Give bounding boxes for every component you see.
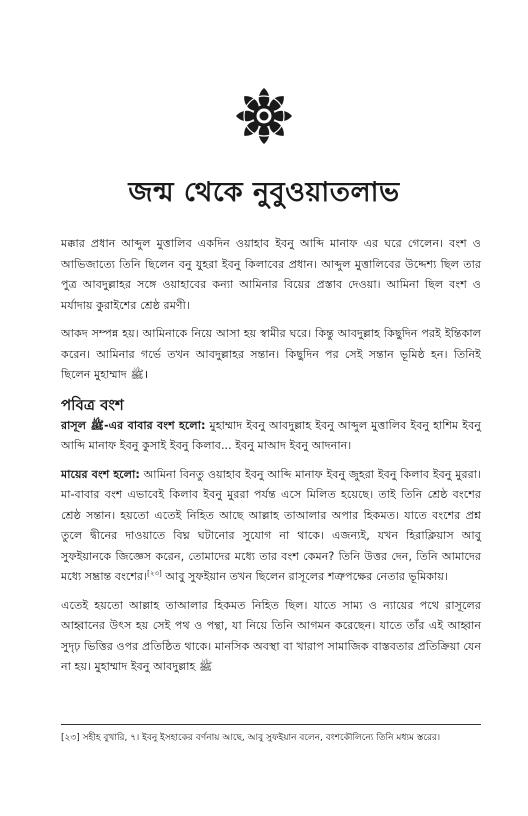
paragraph-3 [61, 416, 481, 457]
footnote-reference[interactable]: [২৩] [147, 569, 162, 578]
paragraph-4 [61, 465, 481, 588]
floral-rosette-icon [234, 86, 294, 146]
paragraph-5: এতেই হয়তো আল্লাহ তাআলার হিকমত নিহিত ছিল। যাতে সাম্য ও ন্যায়ের পথে রাসূলের আহ্বানের উৎস হয় সেই পথ ও পন্থা, যা নিয়ে তিনি আগমন করেছেন। যাতে তাঁর এই আহ্বান সুদৃঢ় ভিত্তির ওপর প্রতিষ্ঠিত থাকে। মানসিক অবস্থা বা খারাপ সামাজিক বাস্তবতার প্রতিক্রিয়া যেন না হয়। মুহাম্মাদ ইবনু আবদুল্লাহ ﷺ [61, 598, 481, 673]
paragraph-1: মক্কার প্রধান আব্দুল মুত্তালিব একদিন ওয়াহাব ইবনু আব্দি মানাফ এর ঘরে গেলেন। বংশ ও আভিজাত্যে তিনি ছিলেন বনু যুহরা ইবনু কিলাবের প্রধান। আব্দুল মুত্তালিবের উদ্দেশ্য ছিল তার পুত্র আবদুল্লাহর সঙ্গে ওয়াহাবের কন্যা আমিনার বিয়ের প্রস্তাব দেওয়া। আমিনা ছিল বংশ ও মর্যাদায় কুরাইশের শ্রেষ্ঠ রমণী। [61, 237, 481, 312]
footnote-divider [61, 724, 481, 725]
section-heading: পবিত্র বংশ [61, 395, 124, 414]
paragraph-4-text-a: আমিনা বিনতু ওয়াহাব ইবনু আব্দি মানাফ ইবনু জুহরা ইবনু কিলাব ইবনু মুররা। মা-বাবার বংশ এভাবেই কিলাব ইবনু মুররা পর্যন্ত এসে মিলিত হয়েছে। তাই তিনি শ্রেষ্ঠ বংশের শ্রেষ্ঠ সন্তান। হয়তো এতেই নিহিত আছে আল্লাহ তাআলার অপার হিকমত। যাতে বংশের প্রশ্ন তুলে দ্বীনের দাওয়াতে বিঘ্ন ঘটানোর সুযোগ না থাকে। এজন্যই, যখন হিরাক্লিয়াস আবু সুফইয়ানকে জিজ্ঞেস করেন, তোমাদের মধ্যে তার বংশ কেমন? তিনি উত্তর দেন, তিনি আমাদের মধ্যে সম্ভ্রান্ত বংশের। [61, 467, 482, 583]
paragraph-2: আকদ সম্পন্ন হয়। আমিনাকে নিয়ে আসা হয় স্বামীর ঘরে। কিন্তু আবদুল্লাহ কিছুদিন পরই ইন্তিকাল করেন। আমিনার গর্ভে তখন আবদুল্লাহর সন্তান। কিছুদিন পর সেই সন্তান ভূমিষ্ঠ হন। তিনিই ছিলেন মুহাম্মাদ ﷺ। [61, 327, 481, 381]
paragraph-3-lead: রাসূল ﷺ-এর বাবার বংশ হলো: [61, 418, 206, 432]
paragraph-4-text-b: আবু সুফইয়ান তখন ছিলেন রাসূলের শত্রুপক্ষের নেতার ভূমিকায়। [161, 570, 448, 583]
paragraph-4-lead: মায়ের বংশ হলো: [61, 467, 140, 481]
chapter-title: জন্ম থেকে নুবুওয়াতলাভ [128, 177, 400, 208]
footnote: [২৩] সহীহ বুখারি, ৭। ইবনু ইসহাকের বর্ণনায় আছে, আবু সুফইয়ান বলেন, বংশকৌলিন্যে তিনি মধ্যম স্তরের। [61, 733, 441, 743]
paragraph-3-text: মুহাম্মাদ ইবনু আবদুল্লাহ ইবনু আব্দুল মুত্তালিব ইবনু হাশিম ইবনু আব্দি মানাফ ইবনু কুসাই ইবনু কিলাব... ইবনু মাআদ ইবনু আদনান। [61, 418, 481, 452]
chapter-body [61, 234, 481, 686]
